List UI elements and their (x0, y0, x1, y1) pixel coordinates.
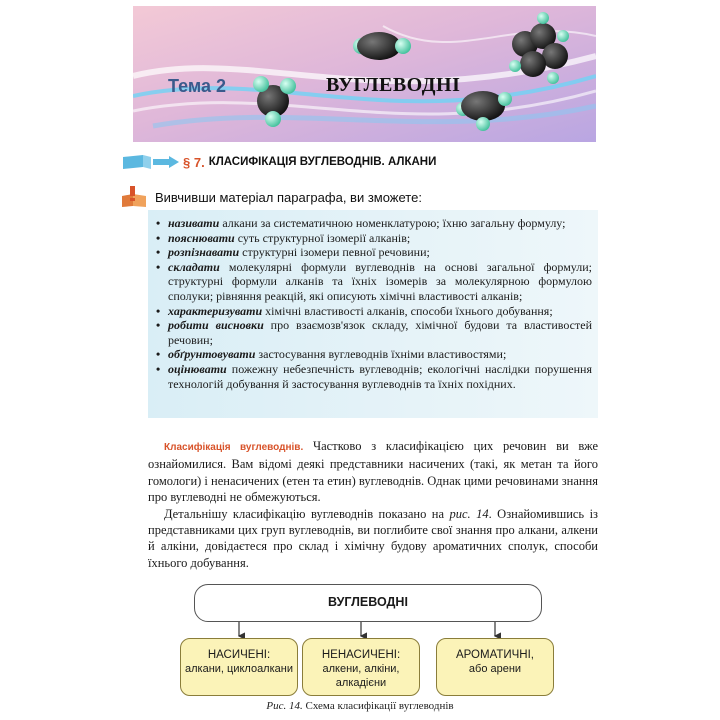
paragraph: Детальнішу класифікацію вуглеводнів показано на рис. 14. Ознайомившись із представниками цих груп вуглеводнів, ви поглибите свої знання про алкани, алкени й алкіни, довідаєтеся про склад і хімічну будову ароматичних сполук, способи їхнього добування. (148, 506, 598, 570)
figure-label: Рис. 14. (266, 700, 303, 712)
node-name: НЕНАСИЧЕНІ: (321, 649, 401, 661)
section-heading (121, 152, 436, 172)
list-item: • пояснювати суть структурної ізомерії алканів; (156, 231, 592, 246)
aromatic-node (436, 638, 554, 696)
paragraph: Класифікація вуглеводнів. Частково з класифікацією цих речовин ви вже ознайомилися. Вам відомі деякі представники насичених (такі, як метан та його гомологи) і ненасичених (етен та етин) вуглеводнів. Однак цими речовинами знання про вуглеводні не обмежуються. (148, 439, 598, 505)
book-arrow-icon (121, 153, 181, 171)
section-number: § 7. (183, 154, 205, 170)
theme-title: ВУГЛЕВОДНІ (326, 74, 461, 96)
intro-text: Вивчивши матеріал параграфа, ви зможете: (155, 189, 422, 205)
exclamation-book-icon (121, 186, 147, 208)
figure-reference: рис. 14 (449, 506, 489, 521)
list-item: • оцінювати пожежну небезпечність вуглеводнів; екологічні наслідки порушення технологій добування й застосування вуглеводнів та їхніх похідних. (156, 362, 592, 391)
list-item: • називати алкани за систематичною номенклатурою; їхню загальну формулу; (156, 216, 592, 231)
body-text (148, 438, 598, 571)
classification-diagram (160, 584, 580, 696)
node-description: алкани, циклоалкани (184, 663, 293, 675)
list-item: • складати молекулярні формули вуглеводнів на основі загальної формули; структурні формули алканів та їхніх ізомерів за молекулярною формулою сполуки; рівняння реакцій, які описують хімічні властивості алканів; (156, 260, 592, 304)
list-item: • обґрунтовувати застосування вуглеводнів їхніми властивостями; (156, 347, 592, 362)
node-description: алкени, алкіни, алкадієни (322, 663, 400, 689)
learning-goals-box (148, 210, 598, 418)
goals-list (156, 216, 592, 391)
run-in-heading: Класифікація вуглеводнів. (164, 442, 304, 453)
node-name: НАСИЧЕНІ: (207, 649, 271, 661)
theme-label: Тема 2 (168, 76, 226, 96)
list-item: • робити висновки про взаємозв'язок складу, хімічної будови та властивостей речовин; (156, 318, 592, 347)
list-item: • характеризувати хімічні властивості алканів, способи їхнього добування; (156, 304, 592, 319)
saturated-node (180, 638, 298, 696)
section-title: КЛАСИФІКАЦІЯ ВУГЛЕВОДНІВ. АЛКАНИ (208, 156, 437, 168)
figure-caption: Рис. 14. Схема класифікації вуглеводнів (266, 700, 454, 712)
node-name: АРОМАТИЧНІ, (455, 649, 535, 661)
root-node: ВУГЛЕВОДНІ (194, 584, 542, 622)
unsaturated-node (302, 638, 420, 696)
learning-goals-intro (121, 186, 422, 208)
list-item: • розпізнавати структурні ізомери певної речовини; (156, 245, 592, 260)
node-description: або арени (468, 663, 522, 675)
